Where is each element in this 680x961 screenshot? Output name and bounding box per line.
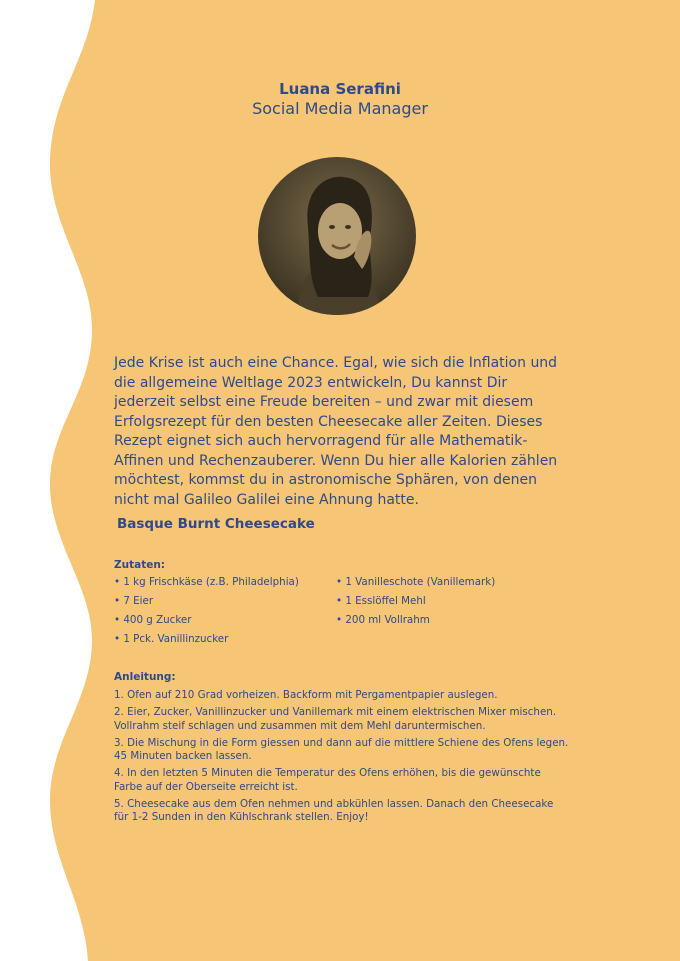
instruction-step: 5. Cheesecake aus dem Ofen nehmen und abkühlen lassen. Danach den Cheesecake für 1-2 Sunden in den Kühlschrank stellen. Enjoy! bbox=[114, 797, 554, 823]
ingredient-item: • 1 Vanilleschote (Vanillemark) bbox=[336, 576, 496, 588]
ingredient-item: • 200 ml Vollrahm bbox=[336, 614, 430, 626]
portrait-photo bbox=[258, 157, 416, 315]
person-name: Luana Serafini bbox=[279, 80, 401, 98]
instruction-step: 3. Die Mischung in die Form giessen und dann auf die mittlere Schiene des Ofens legen. 45 Minuten backen lassen. bbox=[114, 736, 569, 762]
instruction-step: 2. Eier, Zucker, Vanillinzucker und Vanillemark mit einem elektrischen Mixer mischen. Vollrahm steif schlagen und zusammen mit dem Mehl daruntermischen. bbox=[114, 706, 557, 732]
ingredient-item: • 400 g Zucker bbox=[114, 614, 192, 626]
ingredients-label: Zutaten: bbox=[114, 559, 166, 571]
instruction-step: 4. In den letzten 5 Minuten die Temperatur des Ofens erhöhen, bis die gewünschte Farbe auf der Oberseite erreicht ist. bbox=[114, 767, 541, 793]
portrait-illustration bbox=[258, 157, 416, 315]
instruction-steps bbox=[114, 689, 569, 828]
ingredient-item: • 1 Esslöffel Mehl bbox=[336, 595, 426, 607]
ingredient-item: • 7 Eier bbox=[114, 595, 154, 607]
intro-text: Jede Krise ist auch eine Chance. Egal, wie sich die Inflation und die allgemeine Weltlage 2023 entwickeln, Du kannst Dir jederzeit selbst eine Freude bereiten – und zwar mit diesem Erfolgsrezept für den besten Cheesecake aller Zeiten. Dieses Rezept eignet sich auch hervorragend für alle Mathematik-Affinen und Rechenzauberer. Wenn Du hier alle Kalorien zählen möchtest, kommst du in astronomische Sphären, von denen nicht mal Galileo Galilei eine Ahnung hatte. bbox=[114, 355, 558, 508]
instructions-label: Anleitung: bbox=[114, 671, 176, 683]
ingredient-item: • 1 Pck. Vanillinzucker bbox=[114, 633, 229, 645]
person-role: Social Media Manager bbox=[252, 99, 428, 118]
ingredient-item: • 1 kg Frischkäse (z.B. Philadelphia) bbox=[114, 576, 299, 588]
instruction-step: 1. Ofen auf 210 Grad vorheizen. Backform mit Pergamentpapier auslegen. bbox=[114, 689, 498, 701]
recipe-title: Basque Burnt Cheesecake bbox=[117, 516, 315, 532]
